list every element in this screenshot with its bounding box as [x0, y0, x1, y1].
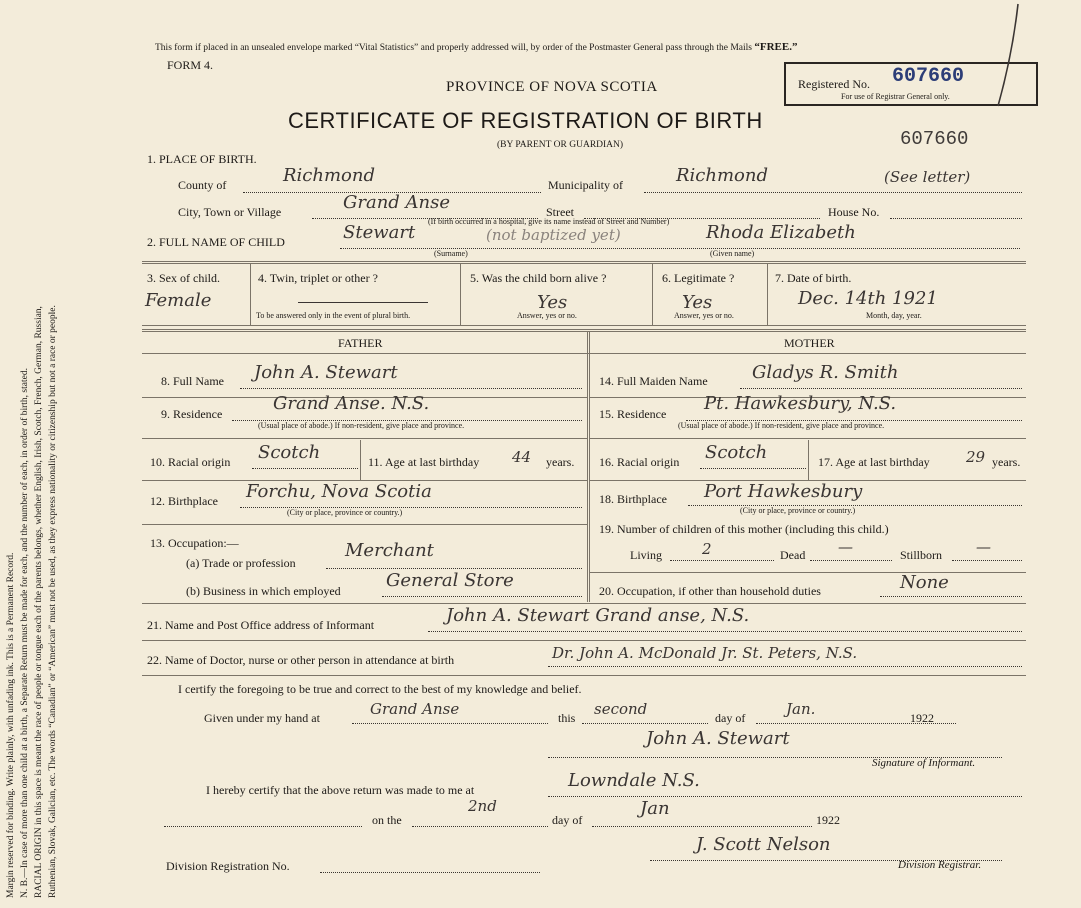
father-age-value: 44	[512, 448, 532, 466]
father-residence-caption: (Usual place of abode.) If non-resident, give place and province.	[258, 421, 465, 430]
surname-caption: (Surname)	[434, 249, 468, 258]
city-label: City, Town or Village	[178, 205, 282, 219]
father-birthplace-value: Forchu, Nova Scotia	[246, 481, 432, 502]
rule-informant-top	[142, 603, 1026, 604]
trade-value: Merchant	[345, 540, 434, 561]
mother-rule-2	[590, 438, 1026, 439]
father-occupation-label: 13. Occupation:—	[150, 536, 239, 550]
stillborn-line	[952, 560, 1022, 561]
business-label: (b) Business in which employed	[186, 584, 341, 598]
registrar-signature-caption: Division Registrar.	[898, 859, 982, 871]
given-month-value: Jan.	[786, 700, 816, 718]
mother-occupation-label: 20. Occupation, if other than household duties	[599, 584, 821, 598]
registrar-signature: J. Scott Nelson	[696, 834, 831, 855]
registered-label: Registered No.	[798, 77, 870, 91]
child-surname: Stewart	[343, 222, 416, 243]
child-name-note: (not baptized yet)	[486, 226, 621, 244]
house-line	[890, 218, 1022, 219]
page-subtitle: (BY PARENT OR GUARDIAN)	[497, 140, 624, 150]
mother-residence-label: 15. Residence	[599, 407, 667, 421]
child-name-label: 2. FULL NAME OF CHILD	[147, 235, 285, 249]
mother-name-label: 14. Full Maiden Name	[599, 374, 708, 388]
margin-instructions	[4, 38, 60, 898]
father-name-label: 8. Full Name	[161, 374, 224, 388]
registrar-day-value: 2nd	[468, 797, 497, 815]
stamped-number: 607660	[900, 128, 969, 150]
this-label: this	[558, 711, 576, 725]
margin-line-4: Ruthenian, Slovak, Galician, etc. The words “Canadian” or “American” must not be used, as they express nationality or citizenship but not a race or people.	[48, 305, 58, 898]
mother-name-value: Gladys R. Smith	[752, 362, 899, 383]
mother-racial-divider	[808, 440, 809, 480]
street-label: Street	[546, 205, 574, 219]
father-residence-label: 9. Residence	[161, 407, 223, 421]
house-label: House No.	[828, 205, 880, 219]
birth-date-label: 7. Date of birth.	[775, 271, 852, 285]
mother-age-label: 17. Age at last birthday	[818, 455, 930, 469]
trade-label: (a) Trade or profession	[186, 556, 296, 570]
doctor-value: Dr. John A. McDonald Jr. St. Peters, N.S.	[552, 644, 858, 662]
informant-label: 21. Name and Post Office address of Informant	[147, 618, 375, 632]
form-number: FORM 4.	[167, 58, 214, 72]
province-heading: PROVINCE OF NOVA SCOTIA	[446, 79, 658, 95]
mother-racial-value: Scotch	[705, 442, 768, 463]
mother-occupation-line	[880, 596, 1022, 597]
rule-doctor-bottom	[142, 675, 1026, 676]
father-age-years: years.	[546, 455, 575, 469]
legitimate-label: 6. Legitimate ?	[662, 271, 735, 285]
twin-dash	[298, 302, 428, 303]
registrar-place-line	[548, 796, 1022, 797]
alive-caption: Answer, yes or no.	[517, 311, 577, 320]
mother-residence-value: Pt. Hawkesbury, N.S.	[704, 393, 897, 414]
father-heading: FATHER	[338, 336, 383, 350]
county-label: County of	[178, 178, 227, 192]
father-age-label: 11. Age at last birthday	[368, 455, 480, 469]
informant-value: John A. Stewart Grand anse, N.S.	[446, 605, 750, 626]
mother-age-years: years.	[992, 455, 1021, 469]
birth-date-value: Dec. 14th 1921	[798, 288, 938, 309]
father-racial-label: 10. Racial origin	[150, 455, 231, 469]
father-birthplace-caption: (City or place, province or country.)	[287, 508, 403, 517]
father-name-line	[240, 388, 582, 389]
child-given-name: Rhoda Elizabeth	[706, 222, 856, 243]
twin-label: 4. Twin, triplet or other ?	[258, 271, 378, 285]
father-racial-line	[252, 468, 358, 469]
division-registration-label: Division Registration No.	[166, 859, 290, 873]
father-racial-divider	[360, 440, 361, 480]
rule-bottom-row3	[142, 325, 1026, 326]
twin-caption: To be answered only in the event of plural birth.	[256, 311, 411, 320]
living-value: 2	[702, 540, 712, 558]
informant-signature-caption: Signature of Informant.	[872, 757, 976, 769]
rule-informant-bottom	[142, 640, 1026, 641]
registrar-month-value: Jan	[640, 798, 670, 819]
legitimate-caption: Answer, yes or no.	[674, 311, 734, 320]
birth-date-caption: Month, day, year.	[866, 311, 922, 320]
registrar-pre-line	[164, 826, 362, 827]
given-day-of-label: day of	[715, 711, 746, 725]
dead-label: Dead	[780, 548, 806, 562]
col-divider-3	[652, 263, 653, 325]
given-name-caption: (Given name)	[710, 249, 755, 258]
given-day-value: second	[594, 700, 648, 718]
dead-value: —	[838, 538, 853, 556]
col-divider-2	[460, 263, 461, 325]
mother-birthplace-value: Port Hawkesbury	[704, 481, 863, 502]
living-label: Living	[630, 548, 662, 562]
doctor-label: 22. Name of Doctor, nurse or other person in attendance at birth	[147, 653, 455, 667]
alive-value: Yes	[537, 292, 568, 313]
certification-statement: I certify the foregoing to be true and correct to the best of my knowledge and belief.	[178, 682, 582, 696]
children-count-label: 19. Number of children of this mother (including this child.)	[599, 522, 889, 536]
col-divider-1	[250, 263, 251, 325]
sex-value: Female	[145, 290, 212, 311]
registrar-year-value: 1922	[816, 813, 840, 827]
father-residence-value: Grand Anse. N.S.	[273, 393, 430, 414]
parents-divider	[587, 332, 590, 602]
living-line	[670, 560, 774, 561]
page-title: CERTIFICATE OF REGISTRATION OF BIRTH	[288, 108, 763, 133]
rule-parents-top	[142, 329, 1026, 332]
margin-line-1: Margin reserved for binding. Write plainly, with unfading ink. This is a Permanent Record.	[6, 552, 16, 898]
col-divider-4	[767, 263, 768, 325]
margin-line-2: N. B.—In case of more than one child at a birth, a Separate Return must be made for each, and the number of each, in order of birth, stated.	[20, 368, 30, 898]
registrar-month-line	[592, 826, 812, 827]
mother-rule-4	[590, 572, 1026, 573]
pen-stroke	[990, 0, 1030, 110]
sex-label: 3. Sex of child.	[147, 271, 220, 285]
see-letter-note: (See letter)	[884, 168, 971, 186]
mother-age-value: 29	[966, 448, 986, 466]
rule-top-row3	[142, 261, 1026, 264]
business-value: General Store	[386, 570, 514, 591]
trade-line	[326, 568, 582, 569]
informant-line	[428, 631, 1022, 632]
registrar-place-value: Lowndale N.S.	[568, 770, 700, 791]
registrar-use-note: For use of Registrar General only.	[841, 92, 950, 101]
division-registration-line	[320, 872, 540, 873]
mother-residence-caption: (Usual place of abode.) If non-resident, give place and province.	[678, 421, 885, 430]
municipality-value: Richmond	[676, 165, 769, 186]
mother-heading: MOTHER	[784, 336, 835, 350]
county-value: Richmond	[283, 165, 376, 186]
municipality-label: Municipality of	[548, 178, 623, 192]
informant-signature: John A. Stewart	[646, 728, 790, 749]
hospital-note: (If birth occurred in a hospital, give its name instead of Street and Number)	[428, 217, 670, 226]
father-racial-value: Scotch	[258, 442, 321, 463]
given-under-label: Given under my hand at	[204, 711, 320, 725]
father-rule-2	[142, 438, 587, 439]
given-day-line	[582, 723, 708, 724]
business-line	[382, 596, 582, 597]
rule-parents-heading	[142, 353, 1026, 354]
stillborn-label: Stillborn	[900, 548, 943, 562]
registrar-day-of-label: day of	[552, 813, 583, 827]
mother-name-line	[740, 388, 1022, 389]
city-value: Grand Anse	[343, 192, 451, 213]
legitimate-value: Yes	[682, 292, 713, 313]
father-birthplace-label: 12. Birthplace	[150, 494, 218, 508]
registrar-day-line	[412, 826, 548, 827]
municipality-line	[644, 192, 1022, 193]
on-the-label: on the	[372, 813, 402, 827]
alive-label: 5. Was the child born alive ?	[470, 271, 607, 285]
registrar-statement: I hereby certify that the above return was made to me at	[206, 783, 475, 797]
place-heading: 1. PLACE OF BIRTH.	[147, 152, 257, 166]
margin-line-3: RACIAL ORIGIN in this space is meant the race of people or tongue each of the parents belongs, whether English, Irish, Scotch, French, German, Russian,	[34, 306, 44, 898]
given-year-value: 1922	[910, 711, 934, 725]
mother-racial-label: 16. Racial origin	[599, 455, 680, 469]
mother-birthplace-caption: (City or place, province or country.)	[740, 506, 856, 515]
dead-line	[810, 560, 892, 561]
father-rule-4	[142, 524, 587, 525]
given-place-line	[352, 723, 548, 724]
stillborn-value: —	[976, 538, 991, 556]
registered-number: 607660	[892, 65, 965, 88]
mother-occupation-value: None	[900, 572, 949, 593]
father-name-value: John A. Stewart	[254, 362, 398, 383]
mailing-notice: This form if placed in an unsealed envelope marked “Vital Statistics” and properly addressed will, by order of the Postmaster General pass through the Mails “FREE.”	[155, 41, 798, 53]
doctor-line	[548, 666, 1022, 667]
mother-racial-line	[700, 468, 806, 469]
given-place-value: Grand Anse	[370, 700, 460, 718]
mother-birthplace-label: 18. Birthplace	[599, 492, 667, 506]
